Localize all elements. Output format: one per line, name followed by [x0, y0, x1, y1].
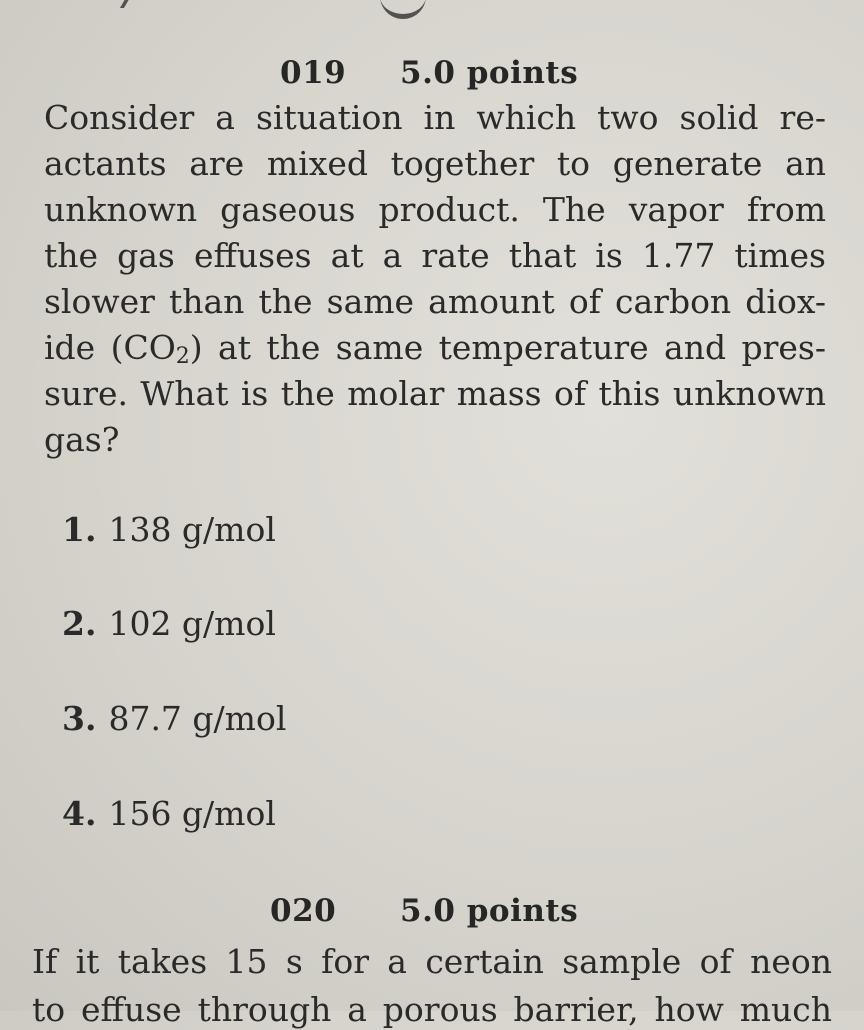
option-number: 1. — [62, 510, 97, 549]
option-text: 102 g/mol — [108, 604, 276, 643]
formula-text: ide (CO — [44, 328, 176, 367]
answer-option — [62, 510, 276, 550]
answer-option — [62, 699, 286, 739]
question-number: 020 — [270, 893, 337, 929]
question-text-line: slower than the same amount of carbon diox- — [44, 282, 826, 321]
question-text-line-cropped — [32, 990, 832, 1029]
pen-mark — [380, 0, 426, 19]
pen-mark — [94, 0, 132, 8]
question-text-line: the gas effuses at a rate that is 1.77 times — [44, 236, 826, 275]
question-points: 5.0 points — [400, 55, 579, 91]
question-text-line: actants are mixed together to generate an — [44, 144, 826, 183]
option-text: 138 g/mol — [108, 510, 276, 549]
question-number: 019 — [280, 55, 347, 91]
question-text-line: sure. What is the molar mass of this unknown — [44, 374, 826, 413]
answer-option — [62, 604, 276, 644]
option-number: 2. — [62, 604, 97, 643]
option-number: 4. — [62, 794, 97, 833]
question-text-line: Consider a situation in which two solid re- — [44, 98, 826, 137]
option-text: 87.7 g/mol — [108, 699, 287, 738]
option-text: 156 g/mol — [108, 794, 276, 833]
question-text-line: If it takes 15 s for a certain sample of neon — [32, 942, 832, 981]
question-text-fragment: ) at the same temperature and pres- — [189, 328, 826, 367]
question-text-line: unknown gaseous product. The vapor from — [44, 190, 826, 229]
question-text-line: gas? — [44, 420, 120, 459]
formula-subscript: 2 — [175, 344, 190, 369]
question-text-line — [44, 328, 826, 368]
answer-option — [62, 794, 276, 834]
option-number: 3. — [62, 699, 97, 738]
question-points: 5.0 points — [400, 893, 579, 929]
question-text-fragment: to effuse through a porous barrier, how much — [32, 990, 832, 1029]
